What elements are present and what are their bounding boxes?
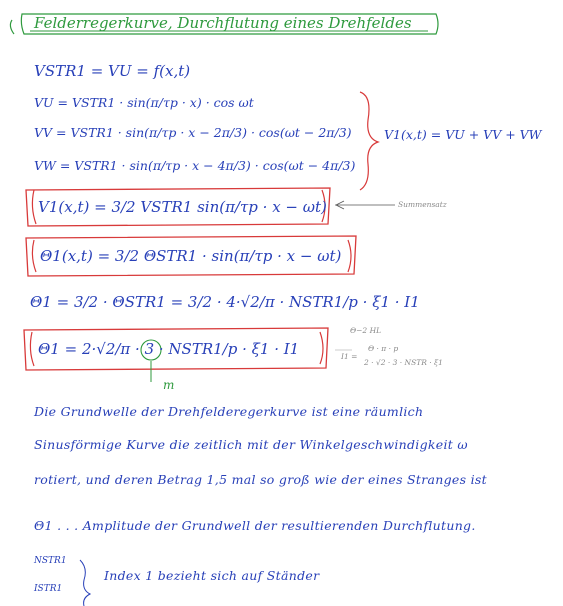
page-title: Felderregerkurve, Durchflutung eines Drehfeldes <box>34 14 412 32</box>
sum-equation: V1(x,t) = VU + VV + VW <box>384 127 542 142</box>
boxed-equation-theta1-final: Θ1 = 2·√2/π · 3 · NSTR1/p · ξ1 · I1 <box>38 340 300 358</box>
side-note-current: I1 = <box>341 352 358 361</box>
equation-v-strand: VSTR1 = VU = f(x,t) <box>34 62 191 80</box>
equation-theta-amplitude: Θ1 = 3/2 · ΘSTR1 = 3/2 · 4·√2/π · NSTR1/p · ξ1 · I1 <box>30 293 420 311</box>
boxed-equation-theta1: Θ1(x,t) = 3/2 ΘSTR1 · sin(π/τp · x − ωt) <box>40 247 342 265</box>
prose-line-3: rotiert, und deren Betrag 1,5 mal so groß wie der eines Stranges ist <box>34 472 487 487</box>
index-nstr1: NSTR1 <box>34 556 67 566</box>
equation-vw: VW = VSTR1 · sin(π/τp · x − 4π/3) · cos(ωt − 4π/3) <box>34 158 356 173</box>
equation-vu: VU = VSTR1 · sin(π/τp · x) · cos ωt <box>34 95 254 110</box>
m-label: m <box>163 378 175 392</box>
boxed-equation-v1: V1(x,t) = 3/2 VSTR1 sin(π/τp · x − ωt) <box>38 198 327 216</box>
index-istr1: ISTR1 <box>34 584 63 594</box>
side-note-theta: Θ−2 HL <box>350 326 382 335</box>
prose-line-4: Θ1 . . . Amplitude der Grundwell der resultierenden Durchflutung. <box>34 518 476 533</box>
equation-vv: VV = VSTR1 · sin(π/τp · x − 2π/3) · cos(ωt − 2π/3) <box>34 125 352 140</box>
prose-line-1: Die Grundwelle der Drehfelderegerkurve ist eine räumlich <box>34 404 424 419</box>
prose-line-2: Sinusförmige Kurve die zeitlich mit der Winkelgeschwindigkeit ω <box>34 437 468 452</box>
sum-note: Summensatz <box>398 200 447 209</box>
index-explanation: Index 1 bezieht sich auf Ständer <box>104 568 320 583</box>
side-note-fraction-denominator: 2 · √2 · 3 · NSTR · ξ1 <box>364 358 443 367</box>
side-note-fraction-numerator: Θ · π · p <box>368 344 399 353</box>
